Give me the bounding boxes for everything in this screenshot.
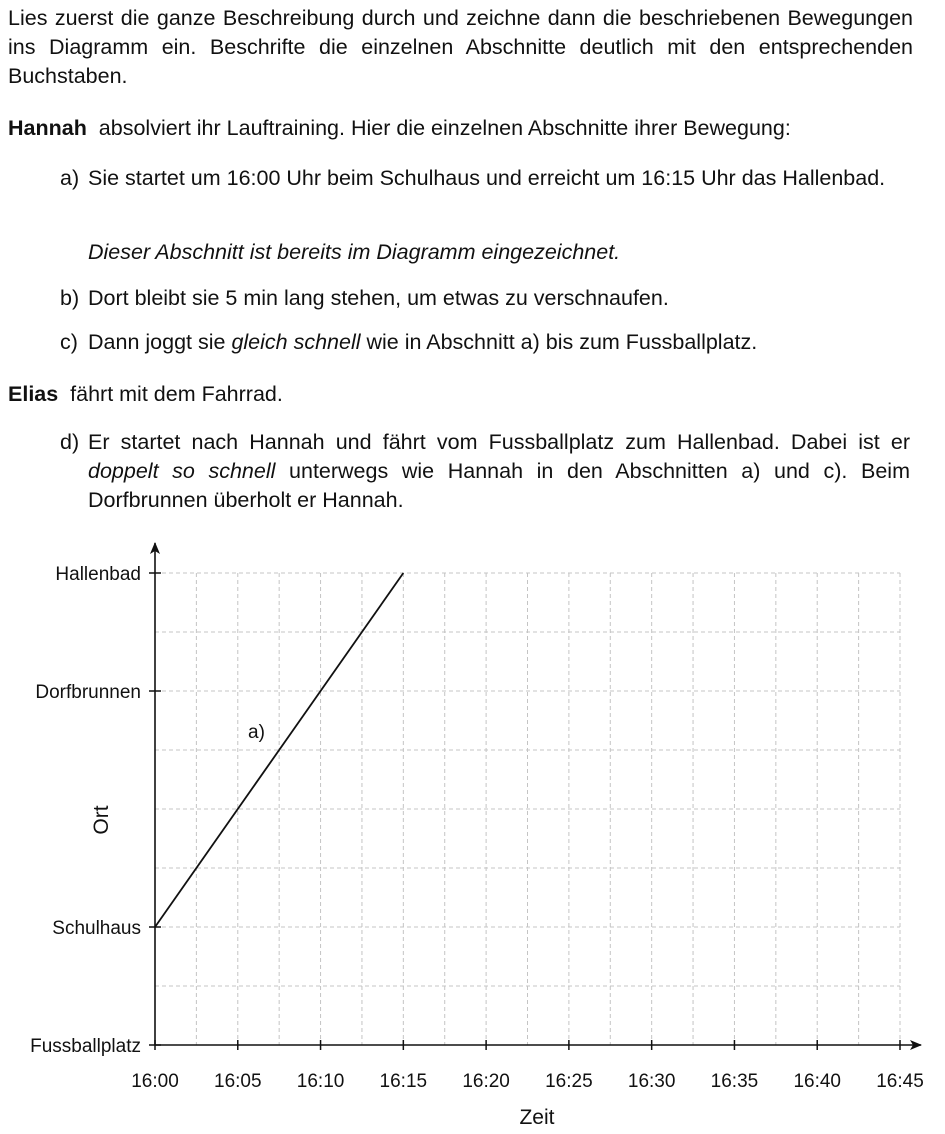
item-a-text: Sie startet um 16:00 Uhr beim Schulhaus und erreicht um 16:15 Uhr das Hallenbad. [88,166,886,190]
elias-name: Elias [8,382,59,406]
x-tick-label: 16:45 [876,1071,924,1092]
x-tick-label: 16:35 [710,1071,759,1092]
chart-grid [155,573,900,1045]
item-b-text: Dort bleibt sie 5 min lang stehen, um etwas zu verschnaufen. [88,286,669,310]
x-tick-label: 16:40 [793,1071,841,1092]
x-axis-ticks [131,1040,924,1092]
item-c-label: c) [60,330,78,354]
item-d-text-after: unterwegs wie Hannah in den Abschnitten a) und c). Beim Dorfbrunnen überholt er Hannah. [88,459,910,512]
y-tick-label: Hallenbad [55,564,141,585]
y-tick-label: Schulhaus [52,918,141,939]
x-tick-label: 16:20 [462,1071,510,1092]
elias-text: fährt mit dem Fahrrad. [70,382,283,406]
item-d-text-before: Er startet nach Hannah und fährt vom Fussballplatz zum Hallenbad. Dabei ist er [88,430,910,454]
x-tick-label: 16:25 [545,1071,593,1092]
item-a-note: Dieser Abschnitt ist bereits im Diagramm eingezeichnet. [88,240,621,264]
y-tick-label: Dorfbrunnen [35,682,141,703]
instructions-intro: Lies zuerst die ganze Beschreibung durch und zeichne dann die beschriebenen Bewegungen ins Diagramm ein. Beschrifte die einzelnen Abschnitte deutlich mit den entsprechenden Buchstaben. [8,6,913,88]
item-b-label: b) [60,286,80,310]
series-label: a) [248,722,265,743]
item-a-label: a) [60,166,80,190]
x-axis-title: Zeit [519,1106,555,1129]
y-axis-title: Ort [90,805,113,835]
x-tick-label: 16:10 [296,1071,345,1092]
chart-axes [155,543,921,1045]
item-c-text-after: wie in Abschnitt a) bis zum Fussballplatz. [360,330,758,354]
x-tick-label: 16:05 [214,1071,262,1092]
x-tick-label: 16:15 [379,1071,428,1092]
x-tick-label: 16:00 [131,1071,179,1092]
item-c-text-before: Dann joggt sie [88,330,232,354]
hannah-text: absolviert ihr Lauftraining. Hier die einzelnen Abschnitte ihrer Bewegung: [98,116,791,140]
item-d-label: d) [60,430,80,454]
y-tick-label: Fussballplatz [30,1036,141,1057]
item-c-text-emph: gleich schnell [231,330,361,354]
item-d-text-emph: doppelt so schnell [88,459,276,483]
hannah-name: Hannah [8,116,87,140]
x-tick-label: 16:30 [627,1071,676,1092]
